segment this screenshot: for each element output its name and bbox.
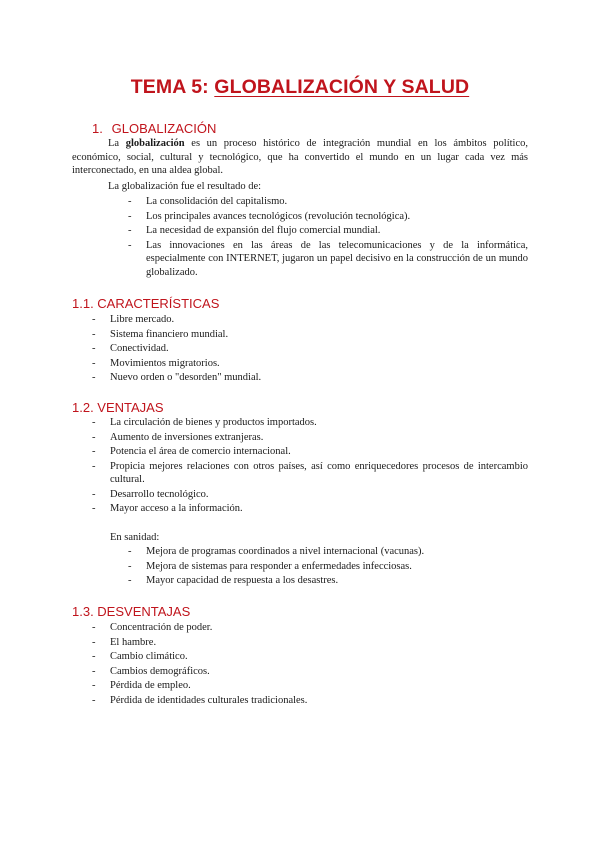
ventajas-list <box>92 416 528 517</box>
list-item <box>128 210 528 224</box>
dash-marker: - <box>92 357 96 369</box>
list-item <box>92 502 528 516</box>
dash-marker: - <box>92 680 96 691</box>
dash-marker: - <box>92 488 96 500</box>
list-item <box>128 195 528 209</box>
list-item <box>128 574 528 588</box>
dash-marker: - <box>92 328 96 340</box>
list-item <box>92 665 528 679</box>
list-item-text: Cambio climático. <box>110 651 188 662</box>
list-item-text: Sistema financiero mundial. <box>110 328 229 340</box>
definition-paragraph <box>72 137 528 178</box>
section-heading-caracteristicas: 1.1. CARACTERÍSTICAS <box>72 296 220 311</box>
list-item <box>92 650 528 664</box>
section-heading-globalizacion <box>92 121 216 136</box>
list-item <box>92 313 528 327</box>
dash-marker: - <box>92 446 96 457</box>
list-item-text: Propicia mejores relaciones con otros países, así como enriquecedores procesos de intercambio cultural. <box>110 460 528 485</box>
dash-marker: - <box>128 225 132 236</box>
list-item-text: La necesidad de expansión del flujo comercial mundial. <box>146 225 381 236</box>
list-item <box>92 328 528 342</box>
list-item-text: Mayor acceso a la información. <box>110 503 243 514</box>
dash-marker: - <box>128 210 132 222</box>
list-item <box>92 431 528 445</box>
result-intro: La globalización fue el resultado de: <box>108 181 262 192</box>
dash-marker: - <box>92 417 96 428</box>
list-item-text: Pérdida de identidades culturales tradicionales. <box>110 694 308 706</box>
dash-marker: - <box>92 431 96 443</box>
list-item-text: La circulación de bienes y productos importados. <box>110 417 317 428</box>
list-item <box>92 460 528 487</box>
list-item <box>128 224 528 238</box>
caracteristicas-list <box>92 313 528 386</box>
list-item-text: Concentración de poder. <box>110 622 213 633</box>
list-item <box>92 416 528 430</box>
list-item-text: Conectividad. <box>110 343 169 354</box>
dash-marker: - <box>128 546 132 557</box>
dash-marker: - <box>128 196 132 207</box>
list-item-text: Pérdida de empleo. <box>110 680 191 691</box>
list-item-text: Aumento de inversiones extranjeras. <box>110 431 264 443</box>
title-prefix: TEMA 5: <box>130 76 215 98</box>
dash-marker: - <box>92 694 96 706</box>
list-item <box>92 679 528 693</box>
section-heading-text: GLOBALIZACIÓN <box>111 121 217 136</box>
dash-marker: - <box>128 560 132 572</box>
list-item-text: La consolidación del capitalismo. <box>146 196 288 207</box>
dash-marker: - <box>92 343 96 354</box>
list-item-text: Cambios demográficos. <box>110 665 210 677</box>
list-item <box>92 445 528 459</box>
definition-term: globalización <box>125 138 185 149</box>
section-heading-ventajas: 1.2. VENTAJAS <box>72 400 164 415</box>
dash-marker: - <box>128 575 132 586</box>
dash-marker: - <box>92 503 96 514</box>
list-item <box>128 560 528 574</box>
dash-marker: - <box>92 460 96 472</box>
list-item-text: Mejora de sistemas para responder a enfermedades infecciosas. <box>146 560 412 572</box>
section-heading-desventajas: 1.3. DESVENTAJAS <box>72 604 191 619</box>
list-item-text: Desarrollo tecnológico. <box>110 488 209 500</box>
list-item <box>92 621 528 635</box>
definition-pre: La <box>108 138 126 149</box>
list-item-text: Movimientos migratorios. <box>110 357 220 369</box>
dash-marker: - <box>92 636 96 648</box>
dash-marker: - <box>92 622 96 633</box>
list-item-text: Mayor capacidad de respuesta a los desastres. <box>146 575 339 586</box>
section-number: 1. <box>92 121 103 136</box>
list-item-text: Libre mercado. <box>110 314 175 325</box>
list-item <box>92 371 528 385</box>
list-item <box>92 488 528 502</box>
list-item-text: Mejora de programas coordinados a nivel internacional (vacunas). <box>146 546 425 557</box>
page-title <box>0 76 600 99</box>
desventajas-list <box>92 621 528 708</box>
list-item <box>92 636 528 650</box>
list-item-text: El hambre. <box>110 636 157 648</box>
list-item-text: Potencia el área de comercio internacional. <box>110 446 291 457</box>
dash-marker: - <box>92 314 96 325</box>
dash-marker: - <box>92 372 96 383</box>
dash-marker: - <box>92 665 96 677</box>
list-item <box>92 694 528 708</box>
title-underlined: GLOBALIZACIÓN Y SALUD <box>214 76 470 98</box>
dash-marker: - <box>92 651 96 662</box>
sanidad-list <box>128 545 528 589</box>
definition-post: es un proceso histórico de integración mundial en los ámbitos político, económico, social, cultural y tecnológico, que ha convertido el mundo en un lugar cada vez más interconectado, en una aldea global. <box>72 138 528 176</box>
dash-marker: - <box>128 239 132 251</box>
list-item-text: Los principales avances tecnológicos (revolución tecnológica). <box>146 210 411 222</box>
list-item-text: Las innovaciones en las áreas de las telecomunicaciones y de la informática, especialmente con INTERNET, jugaron un papel decisivo en la construcción de un mundo globalizado. <box>146 239 528 278</box>
list-item <box>128 239 528 280</box>
causes-list <box>128 195 528 280</box>
sanidad-label: En sanidad: <box>110 532 160 543</box>
list-item-text: Nuevo orden o "desorden" mundial. <box>110 372 262 383</box>
list-item <box>92 342 528 356</box>
list-item <box>92 357 528 371</box>
list-item <box>128 545 528 559</box>
